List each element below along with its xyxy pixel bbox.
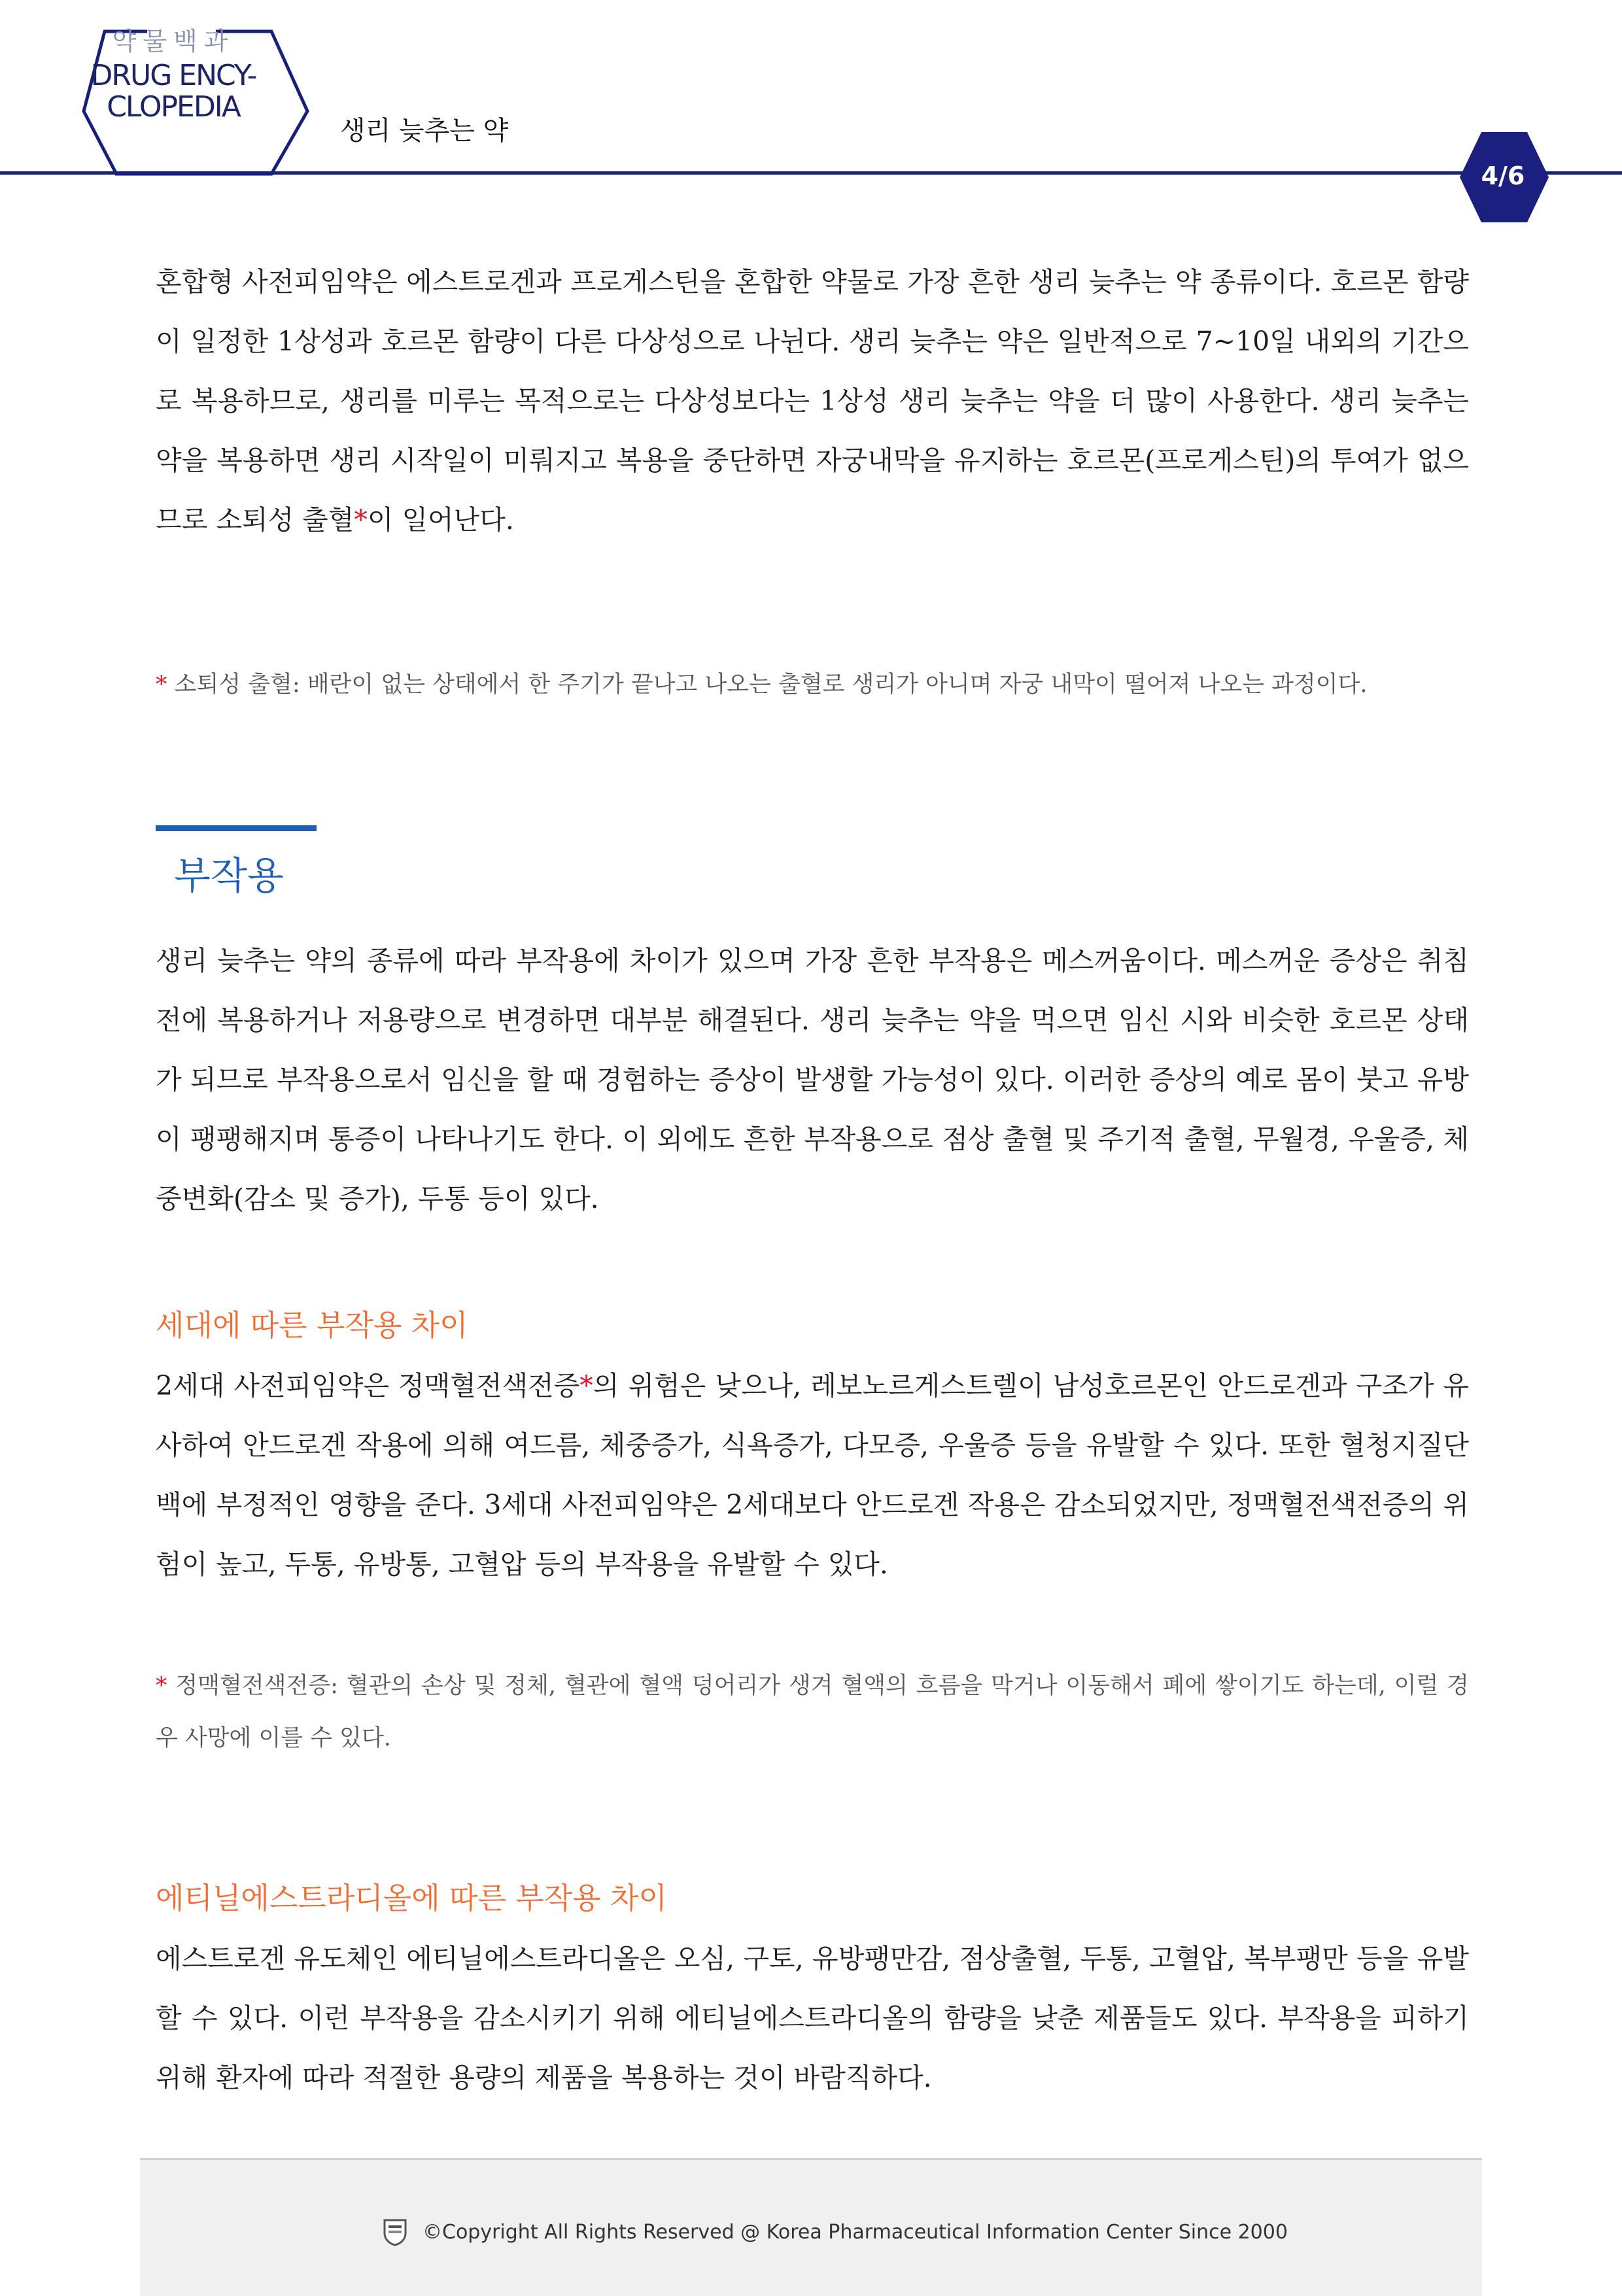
generation-paragraph: 2세대 사전피임약은 정맥혈전색전증*의 위험은 낮으나, 레보노르게스트렐이 남성호르몬인 안드로겐과 구조가 유사하여 안드로겐 작용에 의해 여드름, 체중증가, 식욕증가, 다모증, 우울증 등을 유발할 수 있다. 또한 혈청지질단백에 부정적인 영향을 준다. 3세대 사전피임약은 2세대보다 안드로겐 작용은 감소되었지만, 정맥혈전색전증의 위험이 높고, 두통, 유방통, 고혈압 등의 부작용을 유발할 수 있다. [156, 1370, 1469, 1580]
footnote-marker: * [579, 1370, 593, 1401]
intro-section [156, 252, 1469, 550]
copyright-text: ©Copyright All Rights Reserved @ Korea Pharmaceutical Information Center Since 2000 [423, 2220, 1288, 2244]
shield-emblem-icon [382, 2218, 408, 2246]
logo-english-line1: DRUG ENCY- [90, 59, 256, 92]
page-number: 4/6 [1481, 162, 1525, 190]
logo-english-line2: CLOPEDIA [107, 90, 240, 124]
footnote-text: 소퇴성 출혈: 배란이 없는 상태에서 한 주기가 끝나고 나오는 출혈로 생리가 아니며 자궁 내막이 떨어져 나오는 과정이다. [174, 672, 1368, 698]
footnote-marker: * [354, 504, 368, 536]
footer [140, 2158, 1482, 2296]
side-effects-section [156, 931, 1469, 1229]
footnote-text: 정맥혈전색전증: 혈관의 손상 및 정체, 혈관에 혈액 덩어리가 생겨 혈액의 흐름을 막거나 이동해서 폐에 쌓이기도 하는데, 이럴 경우 사망에 이를 수 있다. [156, 1673, 1469, 1751]
intro-footnote [156, 659, 1469, 711]
section-accent-bar [156, 825, 317, 831]
ethinyl-paragraph: 에스트로겐 유도체인 에티닐에스트라디올은 오심, 구토, 유방팽만감, 점상출혈, 두통, 고혈압, 복부팽만 등을 유발할 수 있다. 이런 부작용을 감소시키기 위해 에티닐에스트라디올의 함량을 낮춘 제품들도 있다. 부작용을 피하기 위해 환자에 따라 적절한 용량의 제품을 복용하는 것이 바람직하다. [156, 1943, 1469, 2093]
section-title: 부작용 [174, 853, 285, 898]
document-title: 생리 늦추는 약 [340, 116, 509, 146]
side-effects-paragraph: 생리 늦추는 약의 종류에 따라 부작용에 차이가 있으며 가장 흔한 부작용은 메스꺼움이다. 메스꺼운 증상은 취침 전에 복용하거나 저용량으로 변경하면 대부분 해결된다. 생리 늦추는 약을 먹으면 임신 시와 비슷한 호르몬 상태가 되므로 부작용으로서 임신을 할 때 경험하는 증상이 발생할 가능성이 있다. 이러한 증상의 예로 몸이 붓고 유방이 팽팽해지며 통증이 나타나기도 한다. 이 외에도 흔한 부작용으로 점상 출혈 및 주기적 출혈, 무월경, 우울증, 체중변화(감소 및 증가), 두통 등이 있다. [156, 945, 1469, 1214]
subsection-title-generation: 세대에 따른 부작용 차이 [156, 1308, 468, 1343]
logo [78, 29, 268, 123]
footnote-star: * [156, 672, 167, 698]
subsection-title-ethinyl: 에티닐에스트라디올에 따른 부작용 차이 [156, 1881, 667, 1915]
logo-korean: 약물백과 [112, 27, 235, 56]
footnote-star: * [156, 1673, 167, 1699]
generation-footnote [156, 1660, 1469, 1764]
intro-paragraph: 혼합형 사전피임약은 에스트로겐과 프로게스틴을 혼합한 약물로 가장 흔한 생리 늦추는 약 종류이다. 호르몬 함량이 일정한 1상성과 호르몬 함량이 다른 다상성으로 나뉜다. 생리 늦추는 약은 일반적으로 7~10일 내외의 기간으로 복용하므로, 생리를 미루는 목적으로는 다상성보다는 1상성 생리 늦추는 약을 더 많이 사용한다. 생리 늦추는 약을 복용하면 생리 시작일이 미뤄지고 복용을 중단하면 자궁내막을 유지하는 호르몬(프로게스틴)의 투여가 없으므로 소퇴성 출혈*이 일어난다. [156, 266, 1469, 536]
generation-section [156, 1356, 1469, 1594]
ethinyl-section [156, 1929, 1469, 2108]
